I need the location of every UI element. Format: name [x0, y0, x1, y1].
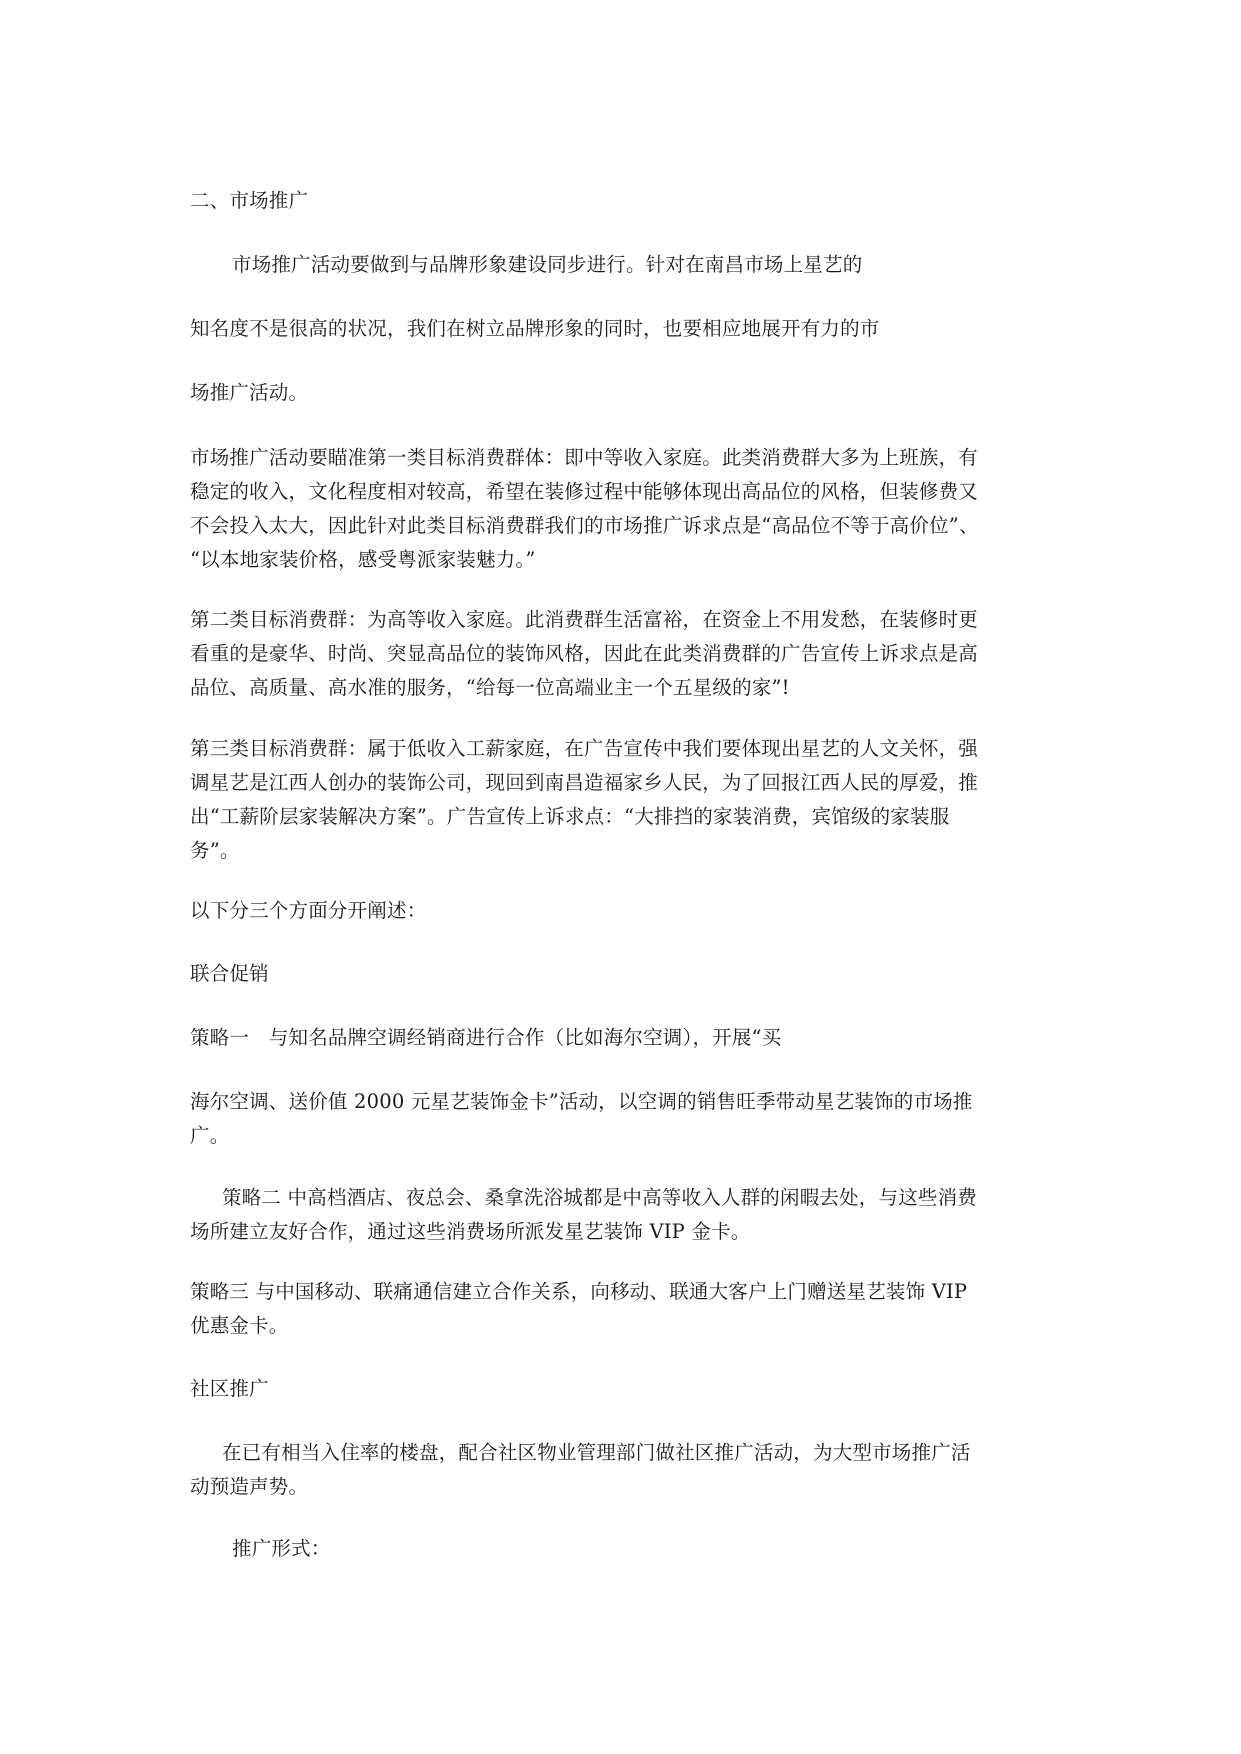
paragraph-line: 第二类目标消费群：为高等收入家庭。此消费群生活富裕，在资金上不用发愁，在装修时更 [190, 608, 979, 631]
paragraph-line: 看重的是豪华、时尚、突显高品位的装饰风格，因此在此类消费群的广告宣传上诉求点是高 [190, 642, 979, 665]
paragraph-line: 调星艺是江西人创办的装饰公司，现回到南昌造福家乡人民，为了回报江西人民的厚爱，推 [190, 771, 979, 794]
paragraph-line: 稳定的收入，文化程度相对较高，希望在装修过程中能够体现出高品位的风格，但装修费又 [190, 480, 979, 503]
paragraph-line: 务”。 [190, 839, 240, 862]
strategy-line: 海尔空调、送价值 2000 元星艺装饰金卡”活动，以空调的销售旺季带动星艺装饰的市场推 [190, 1090, 973, 1113]
paragraph-line: 市场推广活动要做到与品牌形象建设同步进行。针对在南昌市场上星艺的 [232, 253, 863, 276]
subsection-heading: 社区推广 [190, 1377, 269, 1400]
paragraph-line: 在已有相当入住率的楼盘，配合社区物业管理部门做社区推广活动，为大型市场推广活 [222, 1441, 971, 1464]
strategy-line: 策略二 中高档酒店、夜总会、桑拿洗浴城都是中高等收入人群的闲暇去处，与这些消费 [222, 1186, 977, 1209]
paragraph-line: 出“工薪阶层家装解决方案”。广告宣传上诉求点：“大排挡的家装消费，宾馆级的家装服 [190, 805, 950, 828]
strategy-line: 广。 [190, 1124, 230, 1147]
paragraph-line: 动预造声势。 [190, 1475, 309, 1498]
paragraph-line: 第三类目标消费群：属于低收入工薪家庭，在广告宣传中我们要体现出星艺的人文关怀，强 [190, 737, 979, 760]
strategy-line: 策略三 与中国移动、联痛通信建立合作关系，向移动、联通大客户上门赠送星艺装饰 VIP [190, 1280, 968, 1303]
strategy-line: 场所建立友好合作，通过这些消费场所派发星艺装饰 VIP 金卡。 [190, 1220, 751, 1243]
section-heading: 二、市场推广 [190, 189, 309, 212]
paragraph-line: “以本地家装价格，感受粤派家装魅力。” [190, 548, 536, 571]
paragraph-line: 知名度不是很高的状况，我们在树立品牌形象的同时，也要相应地展开有力的市 [190, 317, 880, 340]
strategy-line: 策略一 与知名品牌空调经销商进行合作（比如海尔空调），开展“买 [190, 1026, 782, 1049]
paragraph-line: 以下分三个方面分开阐述： [190, 899, 427, 922]
paragraph-line: 品位、高质量、高水准的服务，“给每一位高端业主一个五星级的家”! [190, 676, 790, 699]
strategy-line: 优惠金卡。 [190, 1314, 289, 1337]
paragraph-line: 场推广活动。 [190, 381, 309, 404]
subsection-heading: 联合促销 [190, 962, 269, 985]
paragraph-line: 不会投入太大，因此针对此类目标消费群我们的市场推广诉求点是“高品位不等于高价位”、 [190, 514, 979, 537]
paragraph-line: 市场推广活动要瞄准第一类目标消费群体：即中等收入家庭。此类消费群大多为上班族，有 [190, 446, 979, 469]
paragraph-line: 推广形式： [232, 1537, 331, 1560]
